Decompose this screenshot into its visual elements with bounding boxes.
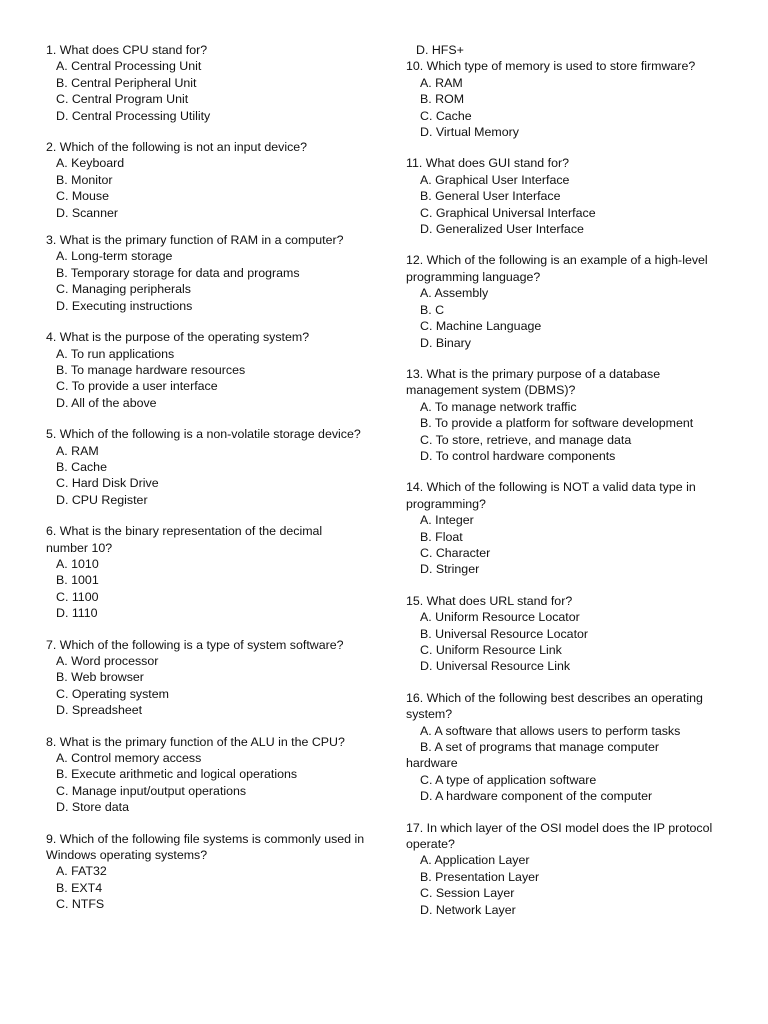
question-15 xyxy=(406,593,728,675)
question-5 xyxy=(46,426,366,508)
option: C. Central Program Unit xyxy=(56,92,189,107)
option: B. Float xyxy=(420,529,463,544)
option: D. Network Layer xyxy=(420,902,516,917)
question-stem: 5. Which of the following is a non-volatile storage device? xyxy=(46,427,361,442)
option: A. Long-term storage xyxy=(56,249,173,264)
question-stem: 6. What is the binary representation of the decimal number 10? xyxy=(46,524,323,555)
question-7 xyxy=(46,637,366,719)
option: D. Scanner xyxy=(56,205,118,220)
question-9 xyxy=(46,831,366,913)
question-14 xyxy=(406,479,728,577)
option: D. Generalized User Interface xyxy=(420,222,584,237)
question-stem: 12. Which of the following is an example of a high-level programming language? xyxy=(406,253,708,284)
option: A. To manage network traffic xyxy=(420,399,577,414)
carried-option: D. HFS+ xyxy=(416,43,464,57)
question-stem: 16. Which of the following best describes an operating system? xyxy=(406,690,703,722)
option: A. Assembly xyxy=(420,286,489,301)
option: B. EXT4 xyxy=(56,880,103,895)
question-stem: 8. What is the primary function of the ALU in the CPU? xyxy=(46,734,345,749)
question-10 xyxy=(406,58,728,140)
option: A. Control memory access xyxy=(56,751,202,766)
option: C. To store, retrieve, and manage data xyxy=(420,432,632,447)
option: C. Managing peripherals xyxy=(56,282,191,297)
option: A. RAM xyxy=(56,443,99,458)
question-6 xyxy=(46,523,366,621)
option: D. Universal Resource Link xyxy=(420,659,571,674)
option: C. Character xyxy=(420,545,491,560)
option: A. 1010 xyxy=(56,556,99,571)
option: B. To provide a platform for software development xyxy=(420,416,694,431)
question-stem: 14. Which of the following is NOT a valid data type in programming? xyxy=(406,480,696,511)
option: D. All of the above xyxy=(56,395,157,410)
option: C. NTFS xyxy=(56,897,105,912)
option: A. To run applications xyxy=(56,346,175,361)
option: A. Keyboard xyxy=(56,156,125,171)
option: B. Universal Resource Locator xyxy=(420,626,589,641)
option: A. A software that allows users to perform tasks xyxy=(420,723,681,738)
right-column xyxy=(406,42,728,933)
option: C. To provide a user interface xyxy=(56,379,218,394)
option: B. Web browser xyxy=(56,670,144,685)
option: B. Execute arithmetic and logical operations xyxy=(56,767,298,782)
option: A. RAM xyxy=(420,75,463,90)
option: A. FAT32 xyxy=(56,864,107,879)
question-stem: 10. Which type of memory is used to store firmware? xyxy=(406,59,696,74)
question-stem: 3. What is the primary function of RAM in a computer? xyxy=(46,233,344,248)
option: C. Session Layer xyxy=(420,886,515,901)
option: B. Cache xyxy=(56,459,107,474)
option: C. A type of application software xyxy=(420,772,597,787)
option: D. Virtual Memory xyxy=(420,125,519,140)
option: B. Temporary storage for data and programs xyxy=(56,265,300,280)
option: D. Central Processing Utility xyxy=(56,108,211,123)
option: C. Hard Disk Drive xyxy=(56,476,159,491)
option: B. 1001 xyxy=(56,573,99,588)
option: D. A hardware component of the computer xyxy=(420,789,653,804)
option: D. Binary xyxy=(420,335,471,350)
option: C. Mouse xyxy=(56,189,110,204)
option: D. To control hardware components xyxy=(420,448,616,463)
question-stem: 15. What does URL stand for? xyxy=(406,593,573,608)
question-stem: 11. What does GUI stand for? xyxy=(406,156,569,171)
option: C. 1100 xyxy=(56,589,99,604)
question-12 xyxy=(406,252,728,350)
question-stem: 9. Which of the following file systems is commonly used in Windows operating systems? xyxy=(46,831,365,863)
question-16 xyxy=(406,690,728,805)
option: A. Graphical User Interface xyxy=(420,172,570,187)
option: A. Integer xyxy=(420,513,474,528)
question-17 xyxy=(406,820,728,918)
question-stem: 17. In which layer of the OSI model does the IP protocol operate? xyxy=(406,820,713,852)
question-stem: 7. Which of the following is a type of system software? xyxy=(46,637,344,652)
question-stem: 1. What does CPU stand for? xyxy=(46,43,208,57)
option: C. Cache xyxy=(420,108,472,123)
option: C. Uniform Resource Link xyxy=(420,643,562,657)
option: A. Uniform Resource Locator xyxy=(420,610,580,625)
option: B. C xyxy=(420,302,445,317)
question-3 xyxy=(46,232,366,314)
question-stem: 4. What is the purpose of the operating system? xyxy=(46,330,310,345)
option: B. Monitor xyxy=(56,172,113,187)
option: D. Store data xyxy=(56,800,130,815)
question-2 xyxy=(46,139,366,221)
option: B. To manage hardware resources xyxy=(56,362,246,377)
option: B. A set of programs that manage computer xyxy=(420,740,659,755)
option: C. Graphical Universal Interface xyxy=(420,205,596,220)
option: B. ROM xyxy=(420,92,465,107)
option: A. Central Processing Unit xyxy=(56,59,202,74)
question-8 xyxy=(46,734,366,816)
option: D. Spreadsheet xyxy=(56,703,143,718)
option: D. 1110 xyxy=(56,606,98,621)
option-continuation: hardware xyxy=(406,756,458,771)
option: C. Operating system xyxy=(56,686,169,701)
option: B. Presentation Layer xyxy=(420,869,540,884)
option: C. Manage input/output operations xyxy=(56,783,247,798)
option: D. Stringer xyxy=(420,562,480,577)
question-stem: 2. Which of the following is not an input device? xyxy=(46,140,308,155)
option: D. Executing instructions xyxy=(56,298,193,313)
left-column xyxy=(46,42,366,928)
option: A. Word processor xyxy=(56,654,159,668)
question-stem: 13. What is the primary purpose of a database management system (DBMS)? xyxy=(406,366,661,398)
question-1 xyxy=(46,42,366,124)
option: B. General User Interface xyxy=(420,189,561,204)
question-11 xyxy=(406,155,728,237)
option: B. Central Peripheral Unit xyxy=(56,75,197,90)
question-4 xyxy=(46,329,366,411)
option: C. Machine Language xyxy=(420,319,542,334)
option: A. Application Layer xyxy=(420,853,530,868)
question-13 xyxy=(406,366,728,464)
option: D. CPU Register xyxy=(56,492,148,507)
